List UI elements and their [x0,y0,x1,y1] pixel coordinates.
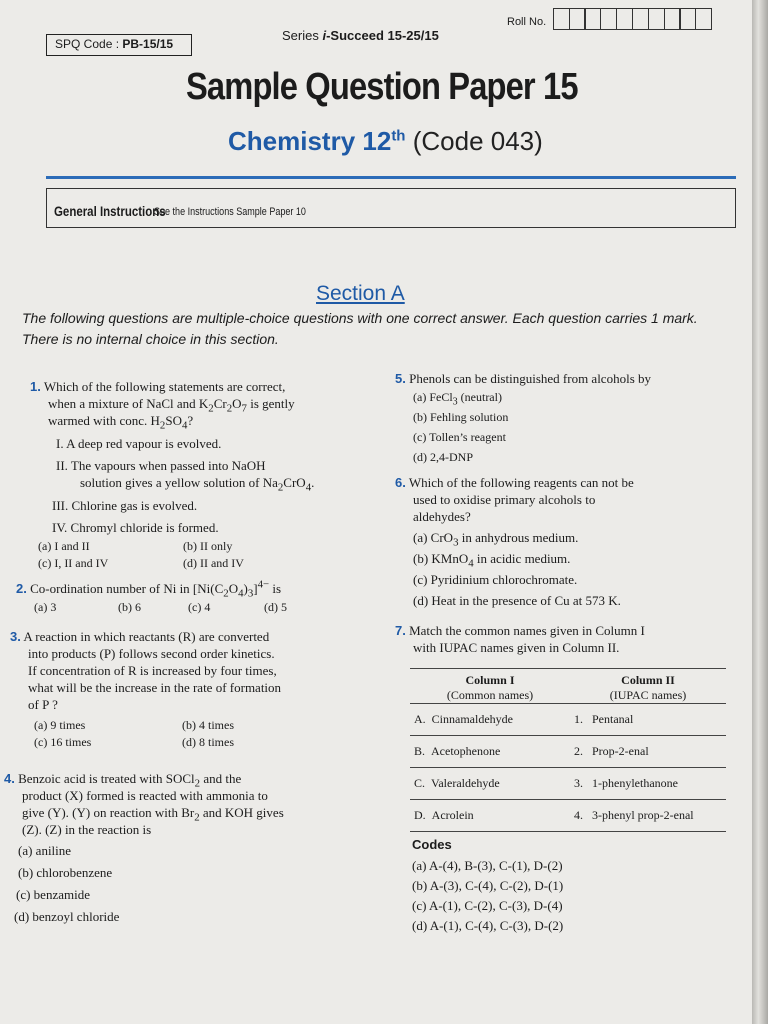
roll-box [553,8,570,30]
q1-line3c: ? [187,413,194,428]
question-1 [30,378,375,572]
q6-number: 6. [395,475,406,490]
roll-box [695,8,712,30]
table-cell [570,704,726,736]
spq-code-box [46,34,192,56]
q1-statement-2c: CrO [283,475,306,490]
q2-sub: 3 [247,587,254,600]
q1-sub: 2 [159,419,166,432]
common-name: Acrolein [431,808,474,822]
roll-box [679,8,696,30]
iupac-name: Prop-2-enal [592,744,649,758]
q2-sub: 4 [238,587,244,600]
q2-text: O [228,581,239,596]
common-name: Cinnamaldehyde [431,712,513,726]
table-row [410,736,726,768]
table-cell [410,768,570,800]
q4-line1b: and the [200,771,242,786]
q3-line4: what will be the increase in the rate of formation [28,680,282,695]
q5-option-a2: (neutral) [457,390,502,404]
q4-sub: 2 [194,777,201,790]
q1-option-a: (a) I and II [38,539,90,553]
row-number: 2. [574,744,583,758]
q6-option-c: (c) Pyridinium chlorochromate. [413,572,578,587]
q4-option-c: (c) benzamide [16,887,90,902]
q1-line3b: SO [165,413,182,428]
col2-subtitle: (IUPAC names) [609,688,687,702]
q7-option-d: (d) A-(1), C-(4), C-(3), D-(2) [412,918,564,933]
series-line [282,28,439,43]
iupac-name: Pentanal [592,712,634,726]
q3-option-d: (d) 8 times [182,735,234,749]
row-number: 1. [574,712,583,726]
table-row [410,768,726,800]
q6-option-b2: in acidic medium. [473,551,571,566]
q3-line1: A reaction in which reactants (R) are converted [23,629,270,644]
q1-statement-2d: . [311,475,315,490]
q2-option-c: (c) 4 [188,600,211,614]
subject-name: Chemistry 12 [228,126,392,156]
q1-line1: Which of the following statements are correct, [43,379,286,394]
header-rule [46,176,736,179]
q6-line2: used to oxidise primary alcohols to [413,492,596,507]
q1-sub: 2 [208,402,214,415]
q4-option-d: (d) benzoyl chloride [14,909,120,924]
q6-option-a2: in anhydrous medium. [458,530,579,545]
table-row [410,704,726,736]
q5-number: 5. [395,371,406,386]
roll-box [664,8,681,30]
q7-option-b: (b) A-(3), C-(4), C-(2), D-(1) [412,878,564,893]
subject-line [228,126,543,157]
q1-line2c: O [232,396,242,411]
q1-sub: 4 [181,419,188,432]
q1-statement-4: IV. Chromyl chloride is formed. [52,520,219,535]
roll-box [648,8,665,30]
q6-line1: Which of the following reagents can not be [408,475,634,490]
roll-box [600,8,617,30]
q3-line5: of P ? [28,697,58,712]
q4-line4: (Z). (Z) in the reaction is [22,822,152,837]
codes-label: Codes [412,837,452,852]
common-name: Acetophenone [431,744,501,758]
q6-option-d: (d) Heat in the presence of Cu at 573 K. [413,593,621,608]
q2-option-d: (d) 5 [264,600,287,614]
q6-line3: aldehydes? [413,509,471,524]
roll-box [632,8,649,30]
q4-sub: 2 [194,811,200,824]
question-5 [395,370,740,466]
q4-line3b: and KOH gives [199,805,284,820]
roll-box [616,8,633,30]
q5-option-c: (c) Tollen’s reagent [413,430,506,444]
row-letter: D. [414,808,426,822]
q5-line1: Phenols can be distinguished from alcohols by [409,371,652,386]
q4-number: 4. [4,771,15,786]
table-cell [570,736,726,768]
q1-sub: 2 [226,402,233,415]
q1-option-d: (d) II and IV [183,556,244,570]
match-table-header [410,669,726,704]
section-instructions [22,308,722,350]
q1-statement-2a: II. The vapours when passed into NaOH [56,458,266,473]
spq-code: PB-15/15 [122,37,174,51]
row-letter: B. [414,744,426,758]
q7-codes [412,836,732,934]
table-cell [410,800,570,832]
q4-option-a: (a) aniline [18,843,72,858]
subject-code: (Code 043) [412,126,543,156]
col1-header [410,669,570,704]
match-table [410,668,726,832]
q1-line2b: Cr [213,396,227,411]
q1-option-b: (b) II only [183,539,233,553]
col1-title: Column I [465,673,515,687]
q3-option-a: (a) 9 times [34,718,86,732]
q1-sub: 7 [241,402,247,415]
question-2 [16,580,376,616]
q4-option-b: (b) chlorobenzene [18,865,113,880]
q1-statement-2b: solution gives a yellow solution of Na [80,475,278,490]
q2-sup: 4− [257,578,270,591]
q1-line3a: warmed with conc. H [48,413,160,428]
general-instructions-note: See the Instructions Sample Paper 10 [154,206,306,218]
q2-option-b: (b) 6 [118,600,141,614]
paper-title: Sample Question Paper 15 [186,66,578,108]
general-instructions-label: General Instructions [54,203,166,219]
iupac-name: 1-phenylethanone [592,776,678,790]
q1-line2d: is gently [246,396,295,411]
q5-option-b: (b) Fehling solution [413,410,509,424]
q4-line2: product (X) formed is reacted with ammonia to [22,788,268,803]
q1-statement-1: I. A deep red vapour is evolved. [56,436,222,451]
q3-number: 3. [10,629,21,644]
q7-option-a: (a) A-(4), B-(3), C-(1), D-(2) [412,858,563,873]
q1-number: 1. [30,379,41,394]
section-instr-line2: There is no internal choice in this section. [22,331,279,347]
q2-text: ) [243,581,248,596]
col2-title: Column II [621,673,675,687]
table-cell [570,800,726,832]
col2-header [570,669,726,704]
q2-number: 2. [16,581,27,596]
q6-sub: 3 [453,536,459,549]
roll-box [569,8,586,30]
row-number: 3. [574,776,583,790]
q4-line1a: Benzoic acid is treated with SOCl [18,771,195,786]
table-row [410,800,726,832]
q1-sub: 4 [305,481,312,494]
q6-sub: 4 [468,557,474,570]
section-title: Section A [316,282,405,305]
series-i: i [322,28,327,43]
question-3 [10,628,375,751]
spq-label: SPQ Code : [55,37,123,51]
table-cell [410,704,570,736]
q6-option-a: (a) CrO [413,530,454,545]
q7-line1: Match the common names given in Column I [409,623,645,638]
q1-statement-3: III. Chlorine gas is evolved. [52,498,198,513]
col1-subtitle: (Common names) [446,688,534,702]
row-letter: A. [414,712,426,726]
roll-no-label: Roll No. [507,16,547,28]
q3-line2: into products (P) follows second order kinetics. [28,646,275,661]
section-instr-line1: The following questions are multiple-choice questions with one correct answer. Each question carries 1 mark. [22,310,698,326]
series-label: Series [282,28,323,43]
question-4 [4,770,374,925]
series-name: -Succeed 15-25/15 [326,28,439,43]
q5-sub: 3 [452,396,458,408]
subject-sup: th [391,127,406,145]
common-name: Valeraldehyde [431,776,500,790]
row-letter: C. [414,776,426,790]
table-cell [570,768,726,800]
q1-option-c: (c) I, II and IV [38,556,109,570]
roll-box [584,8,601,30]
q3-option-c: (c) 16 times [34,735,92,749]
q1-sub: 2 [277,481,284,494]
q5-option-a: (a) FeCl [413,390,453,404]
q2-text: Co-ordination number of Ni in [Ni(C [30,581,224,596]
q2-text: is [269,581,282,596]
row-number: 4. [574,808,583,822]
question-7 [395,622,740,656]
q2-sub: 2 [223,587,229,600]
question-6 [395,474,740,609]
q4-line3a: give (Y). (Y) on reaction with Br [22,805,195,820]
roll-no-boxes [554,8,712,30]
q3-option-b: (b) 4 times [182,718,234,732]
q7-option-c: (c) A-(1), C-(2), C-(3), D-(4) [412,898,563,913]
q3-line3: If concentration of R is increased by four times, [28,663,277,678]
q6-option-b: (b) KMnO [413,551,469,566]
iupac-name: 3-phenyl prop-2-enal [592,808,694,822]
q5-option-d: (d) 2,4-DNP [413,450,473,464]
q1-line2a: when a mixture of NaCl and K [48,396,209,411]
q7-line2: with IUPAC names given in Column II. [413,640,620,655]
table-cell [410,736,570,768]
q2-text: ] [253,581,258,596]
q2-option-a: (a) 3 [34,600,57,614]
page-edge [752,0,768,1024]
q7-number: 7. [395,623,406,638]
